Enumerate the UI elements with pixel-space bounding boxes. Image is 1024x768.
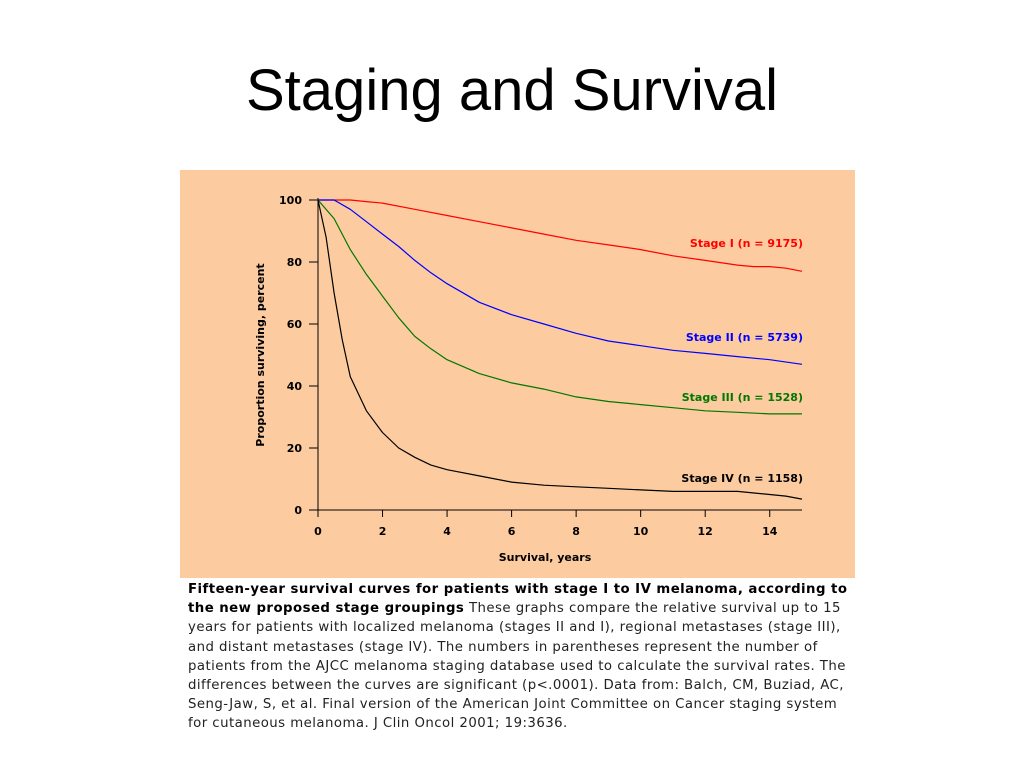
series-label-stage-3: Stage III (n = 1528) [681,391,803,404]
x-tick-label: 2 [378,525,387,538]
x-tick-label: 10 [633,525,649,538]
series-line-stage-3 [318,200,802,414]
y-tick-label: 0 [294,504,302,517]
x-tick-label: 14 [762,525,778,538]
y-tick-label: 100 [279,194,302,207]
y-tick-label: 20 [286,442,302,455]
y-tick-label: 80 [286,256,302,269]
x-tick-label: 8 [572,525,580,538]
x-tick-label: 0 [314,525,322,538]
x-tick-label: 6 [507,525,516,538]
series-label-stage-2: Stage II (n = 5739) [685,331,803,344]
series-label-stage-4: Stage IV (n = 1158) [681,472,803,485]
y-axis-title: Proportion surviving, percent [254,263,267,447]
x-axis-title: Survival, years [498,551,592,564]
caption-heading: Fifteen-year survival curves for patients with stage I to IV melanoma, according to the new proposed stage groupings [188,582,848,617]
series-label-stage-1: Stage I (n = 9175) [689,237,803,250]
slide-title: Staging and Survival [246,58,778,123]
caption-body: These graphs compare the relative survival up to 15 years for patients with localized melanoma (stages II and I), regional metastases (stage III), and distant metastases (stage IV). The numbers in parentheses represent the number of patients from the AJCC melanoma staging database used to calculate the survival rates. The differences between the curves are significant (p<.0001). Data from: Balch, CM, Buziad, AC, Seng-Jaw, S, et al. Final version of the American Joint Committee on Cancer staging system for cutaneous melanoma. J Clin Oncol 2001; 19:3636. [188,601,846,732]
y-tick-label: 40 [286,380,302,393]
x-tick-label: 4 [443,525,451,538]
survival-figure [180,170,855,578]
y-tick-label: 60 [286,318,302,331]
figure-caption [188,580,850,734]
series-line-stage-1 [318,200,802,271]
survival-chart [180,170,855,578]
x-tick-label: 12 [697,525,713,538]
